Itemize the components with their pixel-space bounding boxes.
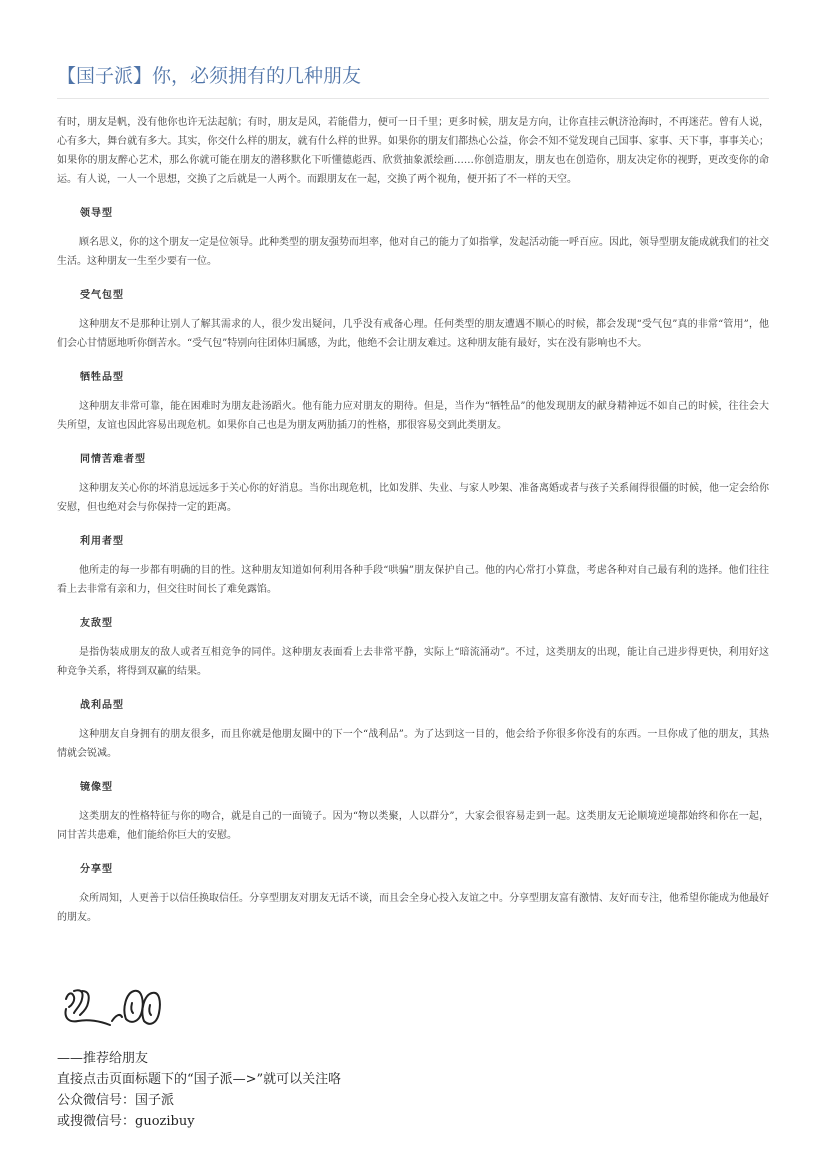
section-heading: 受气包型 — [80, 290, 124, 301]
section-heading: 镜像型 — [80, 782, 113, 793]
intro-paragraph: 有时，朋友是帆，没有他你也许无法起航；有时，朋友是风，若能借力，便可一日千里；更多时候，朋友是方向，让你直挂云帆济沧海时，不再迷茫。曾有人说，心有多大，舞台就有多大。其实，你交什么样的朋友，就有什么样的世界。如果你的朋友们都热心公益，你会不知不觉发现自己国事、家事、天下事，事事关心；如果你的朋友醉心艺术，那么你就可能在朋友的潜移默化下听懂德彪西、欣赏抽象派绘画……你创造朋友，朋友也在创造你，朋友决定你的视野，更改变你的命运。有人说，一人一个思想，交换了之后就是一人两个。而跟朋友在一起，交换了两个视角，便开拓了不一样的天空。 — [57, 117, 769, 185]
section-body: 这种朋友关心你的坏消息远远多于关心你的好消息。当你出现危机，比如发胖、失业、与家人吵架、准备离婚或者与孩子关系闹得很僵的时候，他一定会给你安慰，但也绝对会与你保持一定的距离。 — [57, 483, 769, 513]
section-heading: 牺牲品型 — [80, 372, 124, 383]
section-body: 这种朋友非常可靠，能在困难时为朋友赴汤蹈火。他有能力应对朋友的期待。但是，当作为“牺牲品”的他发现朋友的献身精神远不如自己的时候，往往会大失所望，友谊也因此容易出现危机。如果你自己也是为朋友两肋插刀的性格，那很容易交到此类朋友。 — [57, 401, 769, 431]
section-body: 顾名思义，你的这个朋友一定是位领导。此种类型的朋友强势而坦率，他对自己的能力了如指掌，发起活动能一呼百应。因此，领导型朋友能成就我们的社交生活。这种朋友一生至少要有一位。 — [57, 237, 769, 267]
section-trophy — [57, 700, 769, 763]
section-body: 是指伪装成朋友的敌人或者互相竞争的同伴。这种朋友表面看上去非常平静，实际上“暗流涌动”。不过，这类朋友的出现，能让自己进步得更快，利用好这种竞争关系，将得到双赢的结果。 — [57, 647, 769, 677]
follow-instruction: 直接点击页面标题下的“国子派—>”就可以关注咯 — [57, 1072, 342, 1087]
section-body: 众所周知，人更善于以信任换取信任。分享型朋友对朋友无话不谈，而且会全身心投入友谊之中。分享型朋友富有激情、友好而专注，他希望你能成为他最好的朋友。 — [57, 893, 769, 923]
section-sacrifice — [57, 372, 769, 435]
section-sympathizer — [57, 454, 769, 517]
section-frenemy — [57, 618, 769, 681]
section-body: 他所走的每一步都有明确的目的性。这种朋友知道如何利用各种手段“哄骗”朋友保护自己。他的内心常打小算盘，考虑各种对自己最有利的选择。他们往往看上去非常有亲和力，但交往时间长了难免露馅。 — [57, 565, 769, 595]
section-user — [57, 536, 769, 599]
public-account: 公众微信号：国子派 — [57, 1093, 175, 1108]
section-body: 这种朋友不是那种让别人了解其需求的人，很少发出疑问，几乎没有戒备心理。任何类型的朋友遭遇不顺心的时候，都会发现“受气包”真的非常“管用”，他们会心甘情愿地听你倒苦水。“受气包”特别向往团体归属感，为此，他绝不会让朋友难过。这种朋友能有最好，实在没有影响也不大。 — [57, 319, 769, 349]
section-heading: 同情苦难者型 — [80, 454, 146, 465]
section-leader — [57, 208, 769, 271]
article-title: 【国子派】你，必须拥有的几种朋友 — [57, 0, 769, 99]
section-body: 这类朋友的性格特征与你的吻合，就是自己的一面镜子。因为“物以类聚，人以群分”，大家会很容易走到一起。这类朋友无论顺境逆境都始终和你在一起，同甘苦共患难，他们能给你巨大的安慰。 — [57, 811, 769, 841]
section-heading: 友敌型 — [80, 618, 113, 629]
wechat-id: 或搜微信号：guozibuy — [57, 1114, 195, 1129]
section-heading: 利用者型 — [80, 536, 124, 547]
section-heading: 分享型 — [80, 864, 113, 875]
recommend-line: ——推荐给朋友 — [57, 1051, 149, 1066]
handwritten-signature-image — [60, 985, 162, 1033]
section-heading: 领导型 — [80, 208, 113, 219]
section-body: 这种朋友自身拥有的朋友很多，而且你就是他朋友圈中的下一个“战利品”。为了达到这一目的，他会给予你很多你没有的东西。一旦你成了他的朋友，其热情就会锐减。 — [57, 729, 769, 759]
section-punching-bag — [57, 290, 769, 353]
section-heading: 战利品型 — [80, 700, 124, 711]
section-mirror — [57, 782, 769, 845]
article — [57, 0, 769, 927]
footer — [57, 1048, 341, 1132]
section-sharer — [57, 864, 769, 927]
